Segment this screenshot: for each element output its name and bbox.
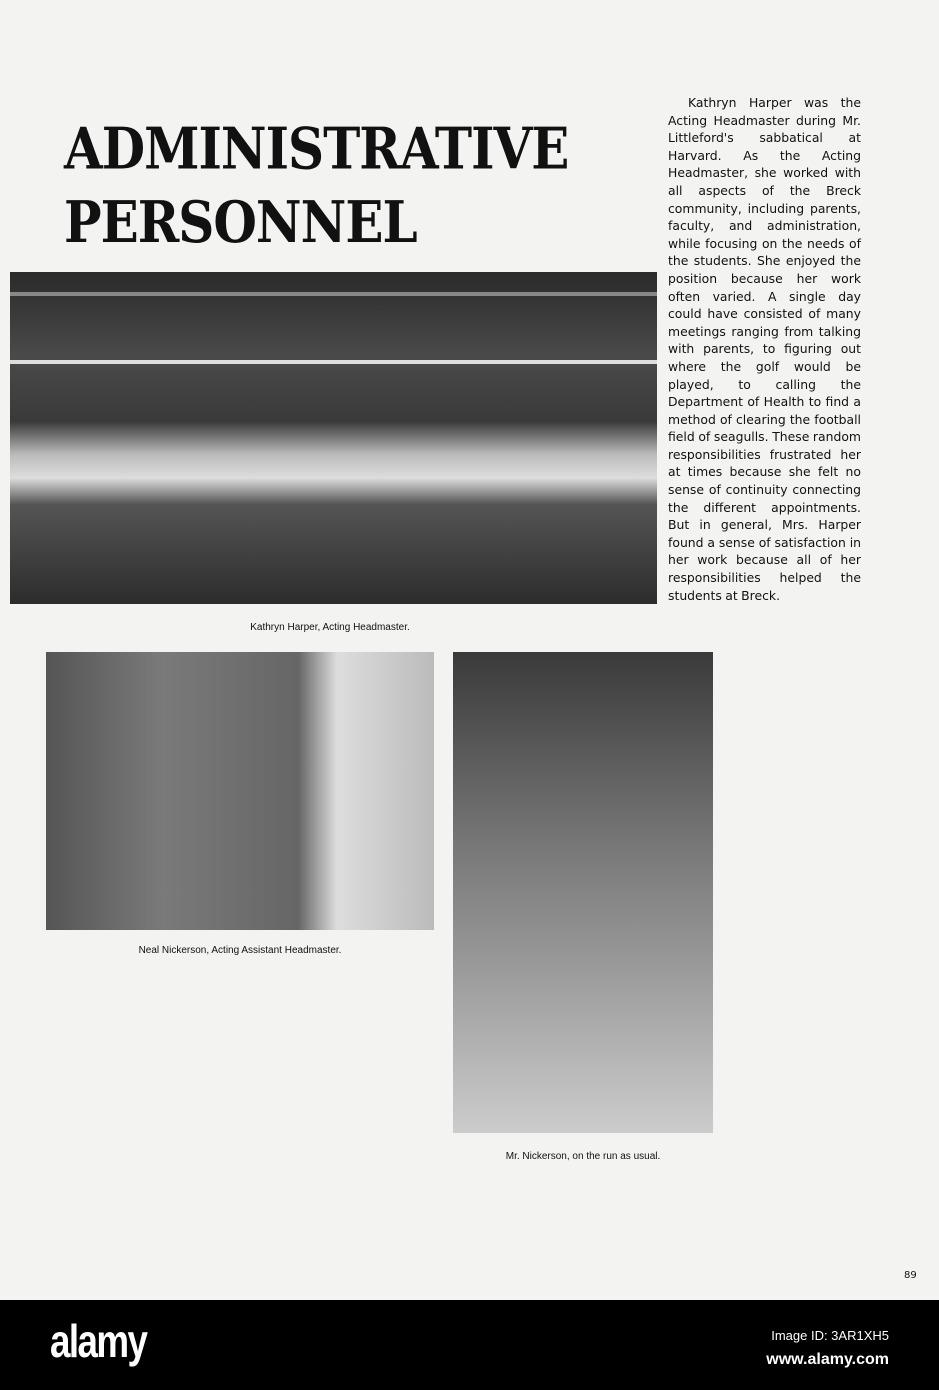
photo-mr-nickerson-walking	[453, 652, 713, 1133]
watermark-footer	[0, 1300, 939, 1390]
caption-mr-nickerson: Mr. Nickerson, on the run as usual.	[505, 1151, 661, 1162]
article-text: Kathryn Harper was the Acting Headmaster during Mr. Littleford's sabbatical at Harvard. As the Acting Headmaster, she worked with all aspects of the Breck community, including parents, faculty, and administration, while focusing on the needs of the students. She enjoyed the position because her work often varied. A single day could have consisted of many meetings ranging from talking with parents, to figuring out where the golf would be played, to calling the Department of Health to find a method of clearing the football field of seagulls. These random responsibilities frustrated her at times because she felt no sense of continuity connecting the different appointments. But in general, Mrs. Harper found a sense of satisfaction in her work because all of her responsibilities helped the students at Breck.	[668, 95, 861, 603]
caption-kathryn-harper: Kathryn Harper, Acting Headmaster.	[250, 622, 410, 633]
page-title	[64, 112, 568, 259]
site-url: www.alamy.com	[766, 1351, 889, 1368]
alamy-logo: alamy	[50, 1315, 147, 1367]
caption-neal-nickerson: Neal Nickerson, Acting Assistant Headmaster.	[138, 945, 342, 956]
photo-neal-nickerson-at-desk	[46, 652, 434, 930]
title-line-2: PERSONNEL	[64, 187, 417, 256]
photo-kathryn-harper-at-desk	[10, 272, 657, 604]
image-id: Image ID: 3AR1XH5	[771, 1328, 889, 1343]
page-number: 89	[904, 1270, 917, 1281]
title-line-1: ADMINISTRATIVE	[64, 114, 569, 183]
